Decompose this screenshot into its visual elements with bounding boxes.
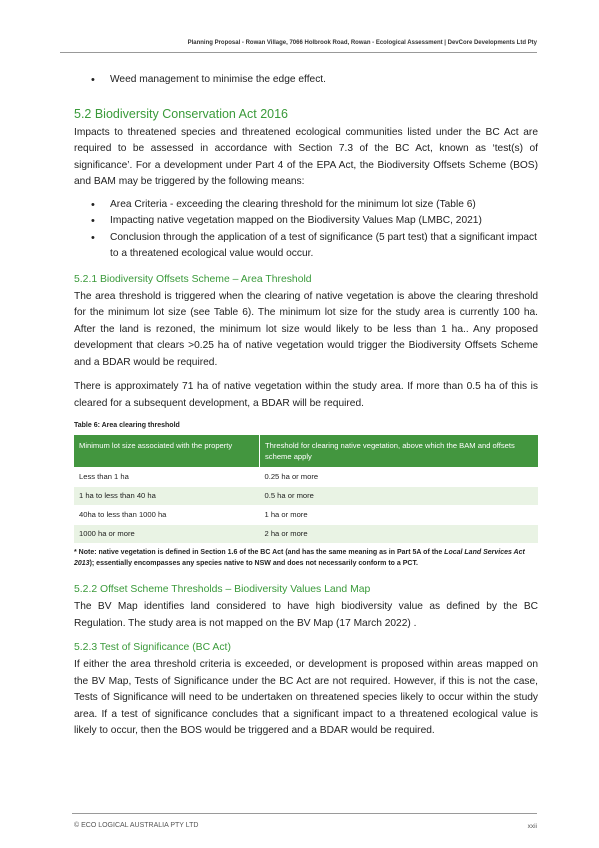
table-cell: 2 ha or more [260, 525, 539, 544]
table-note-act-title: Local Land Services Act 2013 [74, 549, 525, 567]
table-row [74, 487, 538, 506]
column-header-lot-size: Minimum lot size associated with the property [74, 435, 260, 468]
section-heading-5-2-2: 5.2.2 Offset Scheme Thresholds – Biodiversity Values Land Map [74, 584, 371, 595]
section-heading-5-2-3: 5.2.3 Test of Significance (BC Act) [74, 642, 231, 653]
section-5-2-1-paragraph-1: The area threshold is triggered when the clearing of native vegetation is above the clearing threshold for the minimum lot size (see Table 6). The minimum lot size for the study area is currently 100 ha. After the land is rezoned, the minimum lot size would likely to be less than 1 ha.. Any proposed development that clears >0.25 ha of native vegetation would trigger the Biodiversity Offsets Scheme and a BDAR would be required. [74, 290, 538, 368]
page-header: Planning Proposal - Rowan Village, 7066 Holbrook Road, Rowan - Ecological Assessment | DevCore Developments Ltd Pty [187, 40, 537, 46]
section-5-2-1-paragraph-2: There is approximately 71 ha of native vegetation within the study area. If more than 0.5 ha of this is cleared for a subsequent development, a BDAR will be required. [74, 381, 538, 409]
list-item: • Impacting native vegetation mapped on the Biodiversity Values Map (LMBC, 2021) [74, 213, 538, 230]
table-row [74, 506, 538, 525]
footer-copyright: © ECO LOGICAL AUSTRALIA PTY LTD [74, 822, 199, 829]
list-item: • Weed management to minimise the edge effect. [74, 72, 538, 89]
section-heading-5-2: 5.2 Biodiversity Conservation Act 2016 [74, 106, 289, 121]
table-cell: 1 ha to less than 40 ha [74, 487, 260, 506]
table-cell: 0.25 ha or more [260, 468, 539, 487]
list-item: • Area Criteria - exceeding the clearing threshold for the minimum lot size (Table 6) [74, 197, 538, 214]
trigger-bullet-list [74, 197, 538, 263]
table-cell: Less than 1 ha [74, 468, 260, 487]
table-cell: 40ha to less than 1000 ha [74, 506, 260, 525]
table-note-text-end: ); essentially encompasses any species native to NSW and does not necessarily conform to a PCT. [89, 560, 418, 567]
list-item: • Conclusion through the application of a test of significance (5 part test) that a significant impact to a threatened ecological value would occur. [74, 230, 538, 263]
table-row [74, 468, 538, 487]
table-row [74, 525, 538, 544]
section-heading-5-2-1: 5.2.1 Biodiversity Offsets Scheme – Area Threshold [74, 273, 312, 285]
table-cell: 0.5 ha or more [260, 487, 539, 506]
intro-bullet-list [74, 72, 538, 89]
table-caption: Table 6: Area clearing threshold [74, 422, 180, 429]
section-5-2-2-paragraph: The BV Map identifies land considered to have high biodiversity value as defined by the BC Regulation. The study area is not mapped on the BV Map (17 March 2022) . [74, 601, 538, 629]
section-5-2-paragraph: Impacts to threatened species and threatened ecological communities listed under the BC Act are required to be assessed in accordance with Section 7.3 of the BC Act, known as ‘test(s) of significance’. For a development under Part 4 of the EPA Act, the Biodiversity Offsets Scheme (BOS) and BAM may be triggered by the following means: [74, 126, 538, 187]
table-note [74, 547, 538, 569]
column-header-threshold: Threshold for clearing native vegetation, above which the BAM and offsets scheme apply [260, 435, 539, 468]
page-number: xxii [527, 823, 537, 830]
table-cell: 1000 ha or more [74, 525, 260, 544]
section-5-2-3-paragraph: If either the area threshold criteria is exceeded, or development is proposed within areas mapped on the BV Map, Tests of Significance under the BC Act are not required. However, if this is not the case, Tests of Significance will need to be undertaken on threatened species likely to occur within the study area. If a test of significance concludes that a significant impact to a threatened ecological value is likely to occur, then the BOS would be triggered and a BDAR would be required. [74, 659, 538, 736]
footer-divider [72, 813, 537, 814]
area-clearing-threshold-table [74, 435, 538, 543]
header-divider [60, 52, 537, 53]
table-note-text: * Note: native vegetation is defined in Section 1.6 of the BC Act (and has the same meaning as in Part 5A of the [74, 549, 445, 556]
table-header-row [74, 435, 538, 468]
page-content [74, 72, 538, 740]
table-cell: 1 ha or more [260, 506, 539, 525]
